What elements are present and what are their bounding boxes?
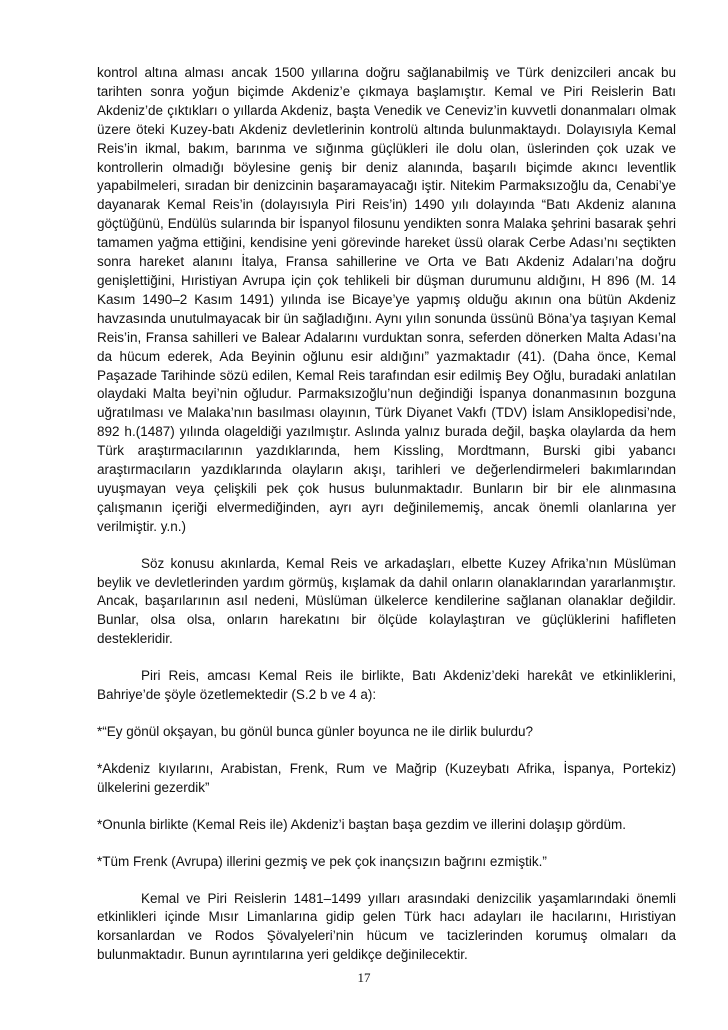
quote-line-2: *Akdeniz kıyılarını, Arabistan, Frenk, Rum ve Mağrip (Kuzeybatı Afrika, İspanya, Portekiz) ülkelerini gezerdik”	[97, 760, 676, 795]
paragraph-piri-reis-summary: Piri Reis, amcası Kemal Reis ile birlikte, Batı Akdeniz’deki harekât ve etkinliklerini, Bahriye’de şöyle özetlemektedir (S.2 b ve 4 a):	[97, 668, 676, 703]
paragraph-haci-protection: Kemal ve Piri Reislerin 1481–1499 yılları arasındaki denizcilik yaşamlarındaki önemli etkinlikleri içinde Mısır Limanlarına gidip gelen Türk hacı adayları ile hacılarını, Hıristiyan korsanlardan ve Rodos Şövalyeleri’nin hücum ve tacizlerinden korumuş olmaları da bulunmaktadır. Bunun ayrıntılarına yeri geldikçe değinilecektir.	[97, 890, 676, 963]
document-body	[97, 64, 676, 965]
quote-line-4: *Tüm Frenk (Avrupa) illerini gezmiş ve pek çok inançsızın bağrını ezmiştik.”	[97, 853, 547, 869]
quote-line-1: *“Ey gönül okşayan, bu gönül bunca günler boyunca ne ile dirlik bulurdu?	[97, 724, 534, 739]
paragraph-akinlar: Söz konusu akınlarda, Kemal Reis ve arkadaşları, elbette Kuzey Afrika’nın Müslüman beylik ve devletlerinden yardım görmüş, kışlamak da dahil onların olanaklarından yararlanmıştır. Ancak, başarılarının asıl nedeni, Müslüman ülkelerce kendilerine sağlanan olanaklar değildir. Bunlar, olsa olsa, onların harekatını bir ölçüde kolaylaştıran ve güçlüklerini hafifleten destekleridir.	[97, 555, 676, 647]
paragraph-continuation: kontrol altına alması ancak 1500 yıllarına doğru sağlanabilmiş ve Türk denizcileri ancak bu tarihten sonra yoğun biçimde Akdeniz’e çıkmaya başlamıştır. Kemal ve Piri Reislerin Batı Akdeniz’de çıktıkları o yıllarda Akdeniz, başta Venedik ve Ceneviz’in kuvvetli donanmaları olmak üzere öteki Kuzey-batı Akdeniz devletlerinin kontrolü altında bulunmaktaydı. Dolayısıyla Kemal Reis’in ikmal, bakım, barınma ve sığınma güçlükleri ile dolu olan, üslerinden çok uzak ve kontrollerin olmadığı böylesine geniş bir deniz alanında, başarılı biçimde akıncı leventlik yapabilmeleri, sıradan bir denizcinin başaramayacağı iştir. Nitekim Parmaksızoğlu da, Cenabi’ye dayanarak Kemal Reis’in (dolayısıyla Piri Reis’in) 1490 yılı dolayında “Batı Akdeniz alanına göçtüğünü, Endülüs sularında bir İspanyol filosunu yendikten sonra Malaka şehrini basarak şehri tamamen yağma ettiğini, kendisine yeni görevinde hareket üssü olarak Cerbe Adası’nı seçtikten sonra hareket alanını İtalya, Fransa sahillerine ve Orta ve Batı Akdeniz Adaları’na doğru genişlettiğini, Hıristiyan Avrupa için çok tehlikeli bir düşman durumunu aldığını, H 896 (M. 14 Kasım 1490–2 Kasım 1491) yılında ise Bicaye’ye yapmış olduğu akının ona bütün Akdeniz havzasında unutulmayacak bir ün sağladığını. Aynı yılın sonunda üssünü Böna’ya taşıyan Kemal Reis’in, Fransa sahilleri ve Balear Adalarını vurduktan sonra, seferden dönerken Malta Adası’na da hücum ederek, Ada Beyinin oğlunu esir aldığını” yazmaktadır (41). (Daha önce, Kemal Paşazade Tarihinde sözü edilen, Kemal Reis tarafından esir edilmiş Bey Oğlu, buradaki anlatılan olaydaki Malta beyi’nin oğludur. Parmaksızoğlu’nun değindiği İspanya donanmasının bozguna uğratılması ve Malaka’nın basılması olayının, Türk Diyanet Vakfı (TDV) İslam Ansiklopedisi’nde, 892 h.(1487) yılında olageldiği yazılmıştır. Aslında yalnız burada değil, başka olaylarda da hem Türk araştırmacılarının yazdıklarında, hem Kissling, Mordtmann, Burski gibi yabancı araştırmacıların yazdıklarında olayların akışı, tarihleri ve değerlendirmeleri bakımlarından uyuşmayan veya çelişkili pek çok husus bulunmaktadır. Bunların bir bir ele alınmasına çalışmanın içeriği elvermediğinden, ayrı ayrı değinilememiş, ancak önemli olanlarına yer verilmiştir. y.n.)	[97, 65, 676, 534]
quote-line-3: *Onunla birlikte (Kemal Reis ile) Akdeniz’i baştan başa gezdim ve illerini dolaşıp gördüm.	[97, 816, 627, 832]
page-number: 17	[357, 970, 371, 985]
